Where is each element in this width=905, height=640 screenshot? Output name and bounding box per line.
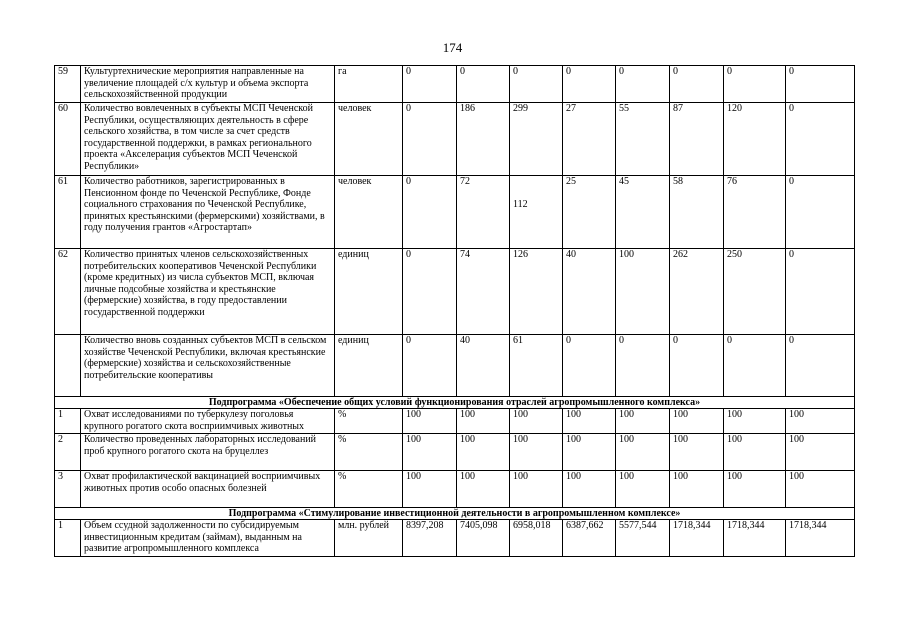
value-cell: 100 xyxy=(786,409,855,434)
indicators-table xyxy=(54,65,855,557)
table-row xyxy=(55,520,855,557)
unit: га xyxy=(335,66,403,103)
value-cell: 100 xyxy=(403,434,457,471)
value-cell: 0 xyxy=(670,66,724,103)
value-cell: 100 xyxy=(670,434,724,471)
value-cell: 0 xyxy=(403,103,457,176)
section-title: Подпрограмма «Стимулирование инвестиционной деятельности в агропромышленном комплексе» xyxy=(55,508,855,520)
value-cell: 0 xyxy=(616,335,670,397)
value-cell: 0 xyxy=(786,103,855,176)
row-number: 60 xyxy=(55,103,81,176)
value-cell: 100 xyxy=(616,409,670,434)
value-cell: 1718,344 xyxy=(786,520,855,557)
value-cell: 40 xyxy=(457,335,510,397)
row-number xyxy=(55,335,81,397)
value-cell: 100 xyxy=(510,409,563,434)
value-cell: 100 xyxy=(616,471,670,508)
value-cell: 0 xyxy=(403,66,457,103)
value-cell xyxy=(510,176,563,249)
indicator-name: Количество проведенных лабораторных исследований проб крупного рогатого скота на бруцеллез xyxy=(81,434,335,471)
value-cell: 0 xyxy=(670,335,724,397)
table-row xyxy=(55,471,855,508)
indicator-name: Количество принятых членов сельскохозяйственных потребительских кооперативов Чеченской Республики (кроме кредитных) из числа субъектов МСП, включая личные подсобные хозяйства и крестьянские (фермерские) хозяйства, в году предоставлении государственной поддержки xyxy=(81,249,335,335)
value-cell: 0 xyxy=(403,176,457,249)
table-row xyxy=(55,66,855,103)
value-cell: 100 xyxy=(670,471,724,508)
row-number: 62 xyxy=(55,249,81,335)
table-row xyxy=(55,409,855,434)
indicator-name: Объем ссудной задолженности по субсидируемым инвестиционным кредитам (займам), выданным на развитие агропромышленного комплекса xyxy=(81,520,335,557)
table-row xyxy=(55,249,855,335)
value-cell: 120 xyxy=(724,103,786,176)
value-cell: 100 xyxy=(563,471,616,508)
row-number: 1 xyxy=(55,520,81,557)
row-number: 3 xyxy=(55,471,81,508)
value-cell: 100 xyxy=(616,434,670,471)
indicator-name: Количество вновь созданных субъектов МСП в сельском хозяйстве Чеченской Республики, включая крестьянские (фермерские) хозяйства и сельскохозяйственные потребительские кооперативы xyxy=(81,335,335,397)
value-cell: 100 xyxy=(457,434,510,471)
value-cell: 27 xyxy=(563,103,616,176)
value-cell: 6387,662 xyxy=(563,520,616,557)
value-cell: 100 xyxy=(510,434,563,471)
value-cell: 100 xyxy=(457,471,510,508)
unit: % xyxy=(335,471,403,508)
unit: % xyxy=(335,409,403,434)
value-cell: 45 xyxy=(616,176,670,249)
value-cell: 100 xyxy=(510,471,563,508)
unit: человек xyxy=(335,176,403,249)
value-cell: 100 xyxy=(616,249,670,335)
value-cell: 58 xyxy=(670,176,724,249)
value-cell: 0 xyxy=(724,66,786,103)
unit: млн. рублей xyxy=(335,520,403,557)
value-cell: 100 xyxy=(403,409,457,434)
indicator-name: Количество работников, зарегистрированных в Пенсионном фонде по Чеченской Республике, Фонде социального страхования по Чеченской Республике, принятых крестьянскими (фермерскими) хозяйствами, в году получения грантов «Агростартап» xyxy=(81,176,335,249)
value-cell: 76 xyxy=(724,176,786,249)
value-cell: 0 xyxy=(616,66,670,103)
value-cell: 0 xyxy=(786,249,855,335)
value-cell: 100 xyxy=(724,409,786,434)
value-cell: 72 xyxy=(457,176,510,249)
value-cell: 100 xyxy=(786,471,855,508)
row-number: 61 xyxy=(55,176,81,249)
value-cell: 0 xyxy=(724,335,786,397)
section-header-row xyxy=(55,508,855,520)
value-cell: 186 xyxy=(457,103,510,176)
value-cell: 0 xyxy=(457,66,510,103)
value-cell: 74 xyxy=(457,249,510,335)
unit: единиц xyxy=(335,249,403,335)
value-cell: 8397,208 xyxy=(403,520,457,557)
row-number: 59 xyxy=(55,66,81,103)
indicator-name: Охват исследованиями по туберкулезу поголовья крупного рогатого скота восприимчивых животных xyxy=(81,409,335,434)
value-cell: 0 xyxy=(403,335,457,397)
value-cell: 250 xyxy=(724,249,786,335)
row-number: 2 xyxy=(55,434,81,471)
page-number: 174 xyxy=(442,40,463,55)
value-cell: 6958,018 xyxy=(510,520,563,557)
value-cell: 7405,098 xyxy=(457,520,510,557)
table-row xyxy=(55,176,855,249)
row-number: 1 xyxy=(55,409,81,434)
indicator-name: Количество вовлеченных в субъекты МСП Чеченской Республики, осуществляющих деятельность в сфере сельского хозяйства, в том числе за счет средств государственной поддержки, в рамках регионального проекта «Акселерация субъектов МСП Чеченской Республики» xyxy=(81,103,335,176)
value-cell: 0 xyxy=(563,66,616,103)
value-cell: 100 xyxy=(724,434,786,471)
unit: единиц xyxy=(335,335,403,397)
value-cell: 25 xyxy=(563,176,616,249)
value-cell: 299 xyxy=(510,103,563,176)
value-cell: 40 xyxy=(563,249,616,335)
value-cell: 100 xyxy=(563,409,616,434)
value-cell: 0 xyxy=(403,249,457,335)
value-cell: 5577,544 xyxy=(616,520,670,557)
value-cell: 1718,344 xyxy=(724,520,786,557)
unit: человек xyxy=(335,103,403,176)
value-cell: 100 xyxy=(724,471,786,508)
value-cell: 100 xyxy=(563,434,616,471)
section-header-row xyxy=(55,397,855,409)
value-cell: 61 xyxy=(510,335,563,397)
unit: % xyxy=(335,434,403,471)
value-cell: 0 xyxy=(786,66,855,103)
value-cell: 0 xyxy=(786,176,855,249)
value-cell: 1718,344 xyxy=(670,520,724,557)
table-row xyxy=(55,103,855,176)
indicator-name: Культуртехнические мероприятия направленные на увеличение площадей с/х культур и объема экспорта сельскохозяйственной продукции xyxy=(81,66,335,103)
value-cell: 87 xyxy=(670,103,724,176)
value-cell: 0 xyxy=(563,335,616,397)
value-cell: 100 xyxy=(403,471,457,508)
table-row xyxy=(55,434,855,471)
value-cell: 100 xyxy=(670,409,724,434)
value-cell: 100 xyxy=(786,434,855,471)
section-title: Подпрограмма «Обеспечение общих условий функционирования отраслей агропромышленного комплекса» xyxy=(55,397,855,409)
value-cell: 0 xyxy=(786,335,855,397)
value-cell: 100 xyxy=(457,409,510,434)
value-cell: 55 xyxy=(616,103,670,176)
value-cell: 0 xyxy=(510,66,563,103)
value-cell: 126 xyxy=(510,249,563,335)
indicator-name: Охват профилактической вакцинацией восприимчивых животных против особо опасных болезней xyxy=(81,471,335,508)
value-cell: 262 xyxy=(670,249,724,335)
value-text: 112 xyxy=(513,199,528,210)
table-row xyxy=(55,335,855,397)
